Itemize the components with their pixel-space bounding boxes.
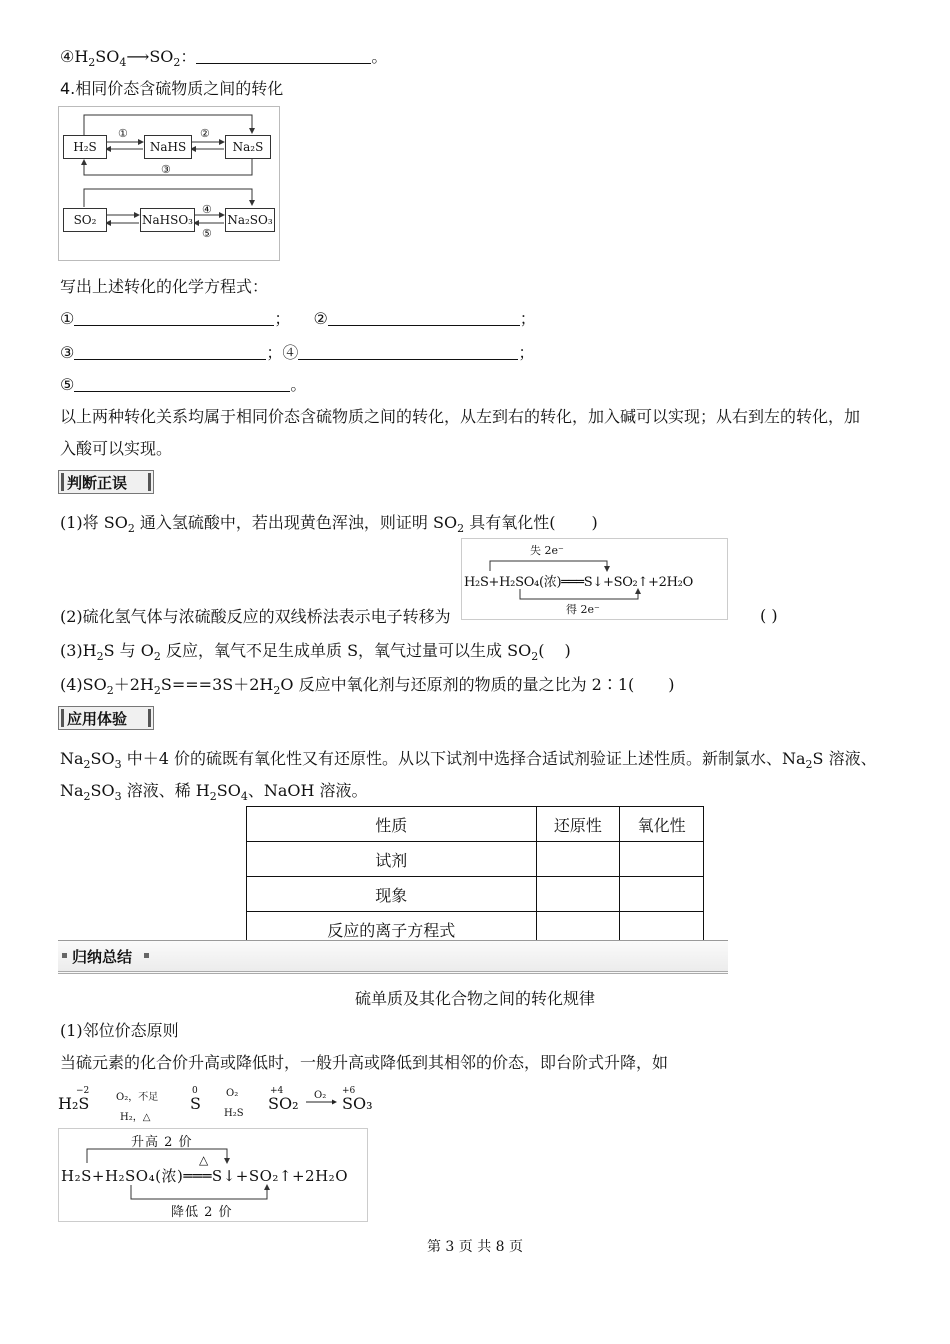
row-label: 反应的离子方程式	[247, 912, 537, 947]
row-label: 现象	[247, 877, 537, 912]
answer-cell[interactable]	[536, 877, 620, 912]
condition-label: O₂，不足	[116, 1092, 159, 1103]
answer-blank[interactable]	[196, 49, 371, 64]
chain-so2: SO₂	[268, 1094, 299, 1113]
chain-h2s: H₂S	[58, 1094, 90, 1113]
node-h2s: H₂S	[63, 135, 107, 159]
judge-q1: (1)将 $SO_2$ 通入氢硫酸中，若出现黄色浑浊，则证明 $SO_2$ 具有氧化性( )	[60, 513, 598, 535]
node-na2so3: Na₂SO₃	[225, 208, 275, 232]
raise-label: 升高 2 价	[131, 1135, 193, 1150]
property-table	[246, 806, 704, 946]
judge-q4: $(4)SO_2+2H_2S===3S+2H_2O$ 反应中氧化剂与还原剂的物质的量之比为 2∶1( )	[60, 675, 675, 697]
row-label: 试剂	[247, 842, 537, 877]
arrow-icon: ⟶	[126, 47, 150, 66]
blank-row-3: ⑤ 。	[60, 375, 307, 394]
conversion-diagram	[58, 106, 280, 261]
apply-tag: 应用体验	[58, 706, 154, 730]
section-heading: 4.相同价态含硫物质之间的转化	[60, 79, 284, 98]
valence-change-equation	[58, 1128, 368, 1222]
judge-tag: 判断正误	[58, 470, 154, 494]
arrow-label-2: ②	[200, 127, 210, 140]
judge-q2-paren: ( )	[760, 606, 778, 625]
answer-blank-2[interactable]	[328, 311, 520, 326]
valence-chain	[58, 1084, 388, 1130]
valence-label: +4	[270, 1086, 284, 1096]
equation-text: H₂S+H₂SO₄(浓)═══S↓+SO₂↑+2H₂O	[464, 575, 693, 590]
lower-label: 降低 2 价	[171, 1205, 233, 1220]
double-bridge-equation	[461, 538, 728, 620]
table-header: 氧化性	[620, 807, 704, 842]
bar-square-icon	[144, 953, 149, 958]
answer-cell[interactable]	[620, 842, 704, 877]
answer-blank-4[interactable]	[298, 345, 518, 360]
rule-1-text: 当硫元素的化合价升高或降低时，一般升高或降低到其相邻的价态，即台阶式升降，如	[60, 1053, 669, 1072]
answer-cell[interactable]	[536, 842, 620, 877]
judge-q3: $(3)H_2S$ 与 $O_2$ 反应，氧气不足生成单质 S，氧气过量可以生成 $SO_2$( )	[60, 641, 571, 663]
condition-label: H₂S	[224, 1108, 244, 1119]
top-conversion-line: $④H_2SO_4⟶SO_2$： 。	[60, 47, 388, 69]
lose-electrons-label: 失 2e⁻	[530, 544, 564, 557]
rule-1: (1)邻位价态原则	[60, 1021, 179, 1040]
condition-label: O₂	[226, 1088, 239, 1099]
valence-label: −2	[76, 1086, 90, 1096]
answer-blank-3[interactable]	[74, 345, 266, 360]
arrow-label-5: ⑤	[202, 227, 212, 240]
node-nahs: NaHS	[144, 135, 192, 159]
apply-line-1: $Na_2SO_3$ 中＋4 价的硫既有氧化性又有还原性。从以下试剂中选择合适试剂验证上述性质。新制氯水、$Na_2S$ 溶液、	[60, 749, 877, 771]
table-row	[247, 842, 704, 877]
answer-cell[interactable]	[620, 877, 704, 912]
summary-tag: 归纳总结	[72, 948, 133, 966]
summary-bar	[58, 940, 728, 974]
chain-arrows	[58, 1084, 388, 1130]
apply-line-2: $Na_2SO_3$ 溶液、稀 $H_2SO_4$、NaOH 溶液。	[60, 781, 368, 803]
gain-electrons-label: 得 2e⁻	[566, 603, 600, 616]
table-header-row	[247, 807, 704, 842]
diagram-arrows	[59, 107, 279, 260]
explanation-line-2: 入酸可以实现。	[60, 439, 173, 458]
node-na2s: Na₂S	[225, 135, 271, 159]
condition-label: O₂	[314, 1090, 327, 1101]
explanation-line-1: 以上两种转化关系均属于相同价态含硫物质之间的转化，从左到右的转化，加入碱可以实现；从右到左的转化，加	[60, 407, 861, 426]
table-header: 还原性	[536, 807, 620, 842]
table-row	[247, 877, 704, 912]
heat-condition: △	[199, 1153, 209, 1167]
page-footer: 第 3 页 共 8 页	[426, 1239, 524, 1255]
chain-so3: SO₃	[342, 1094, 373, 1113]
judge-q2: (2)硫化氢气体与浓硫酸反应的双线桥法表示电子转移为	[60, 607, 451, 626]
chain-s: S	[190, 1094, 201, 1113]
valence-label: +6	[342, 1086, 356, 1096]
blank-row-1: ① ； ② ；	[60, 309, 536, 328]
node-so2: SO₂	[63, 208, 107, 232]
answer-blank-1[interactable]	[74, 311, 274, 326]
arrow-label-3: ③	[161, 163, 171, 176]
bar-square-icon	[62, 953, 67, 958]
node-nahso3: NaHSO₃	[140, 208, 195, 232]
equation-prompt: 写出上述转化的化学方程式：	[60, 277, 269, 296]
table-header: 性质	[247, 807, 537, 842]
blank-row-2: ③ ；④ ；	[60, 343, 535, 362]
valence-label: 0	[192, 1086, 198, 1096]
arrow-label-4: ④	[202, 203, 212, 216]
condition-label: H₂，△	[120, 1112, 151, 1123]
summary-title: 硫单质及其化合物之间的转化规律	[354, 989, 595, 1008]
arrow-label-1: ①	[118, 127, 128, 140]
equation-text: H₂S+H₂SO₄(浓)═══S↓+SO₂↑+2H₂O	[61, 1167, 348, 1185]
answer-blank-5[interactable]	[74, 377, 290, 392]
